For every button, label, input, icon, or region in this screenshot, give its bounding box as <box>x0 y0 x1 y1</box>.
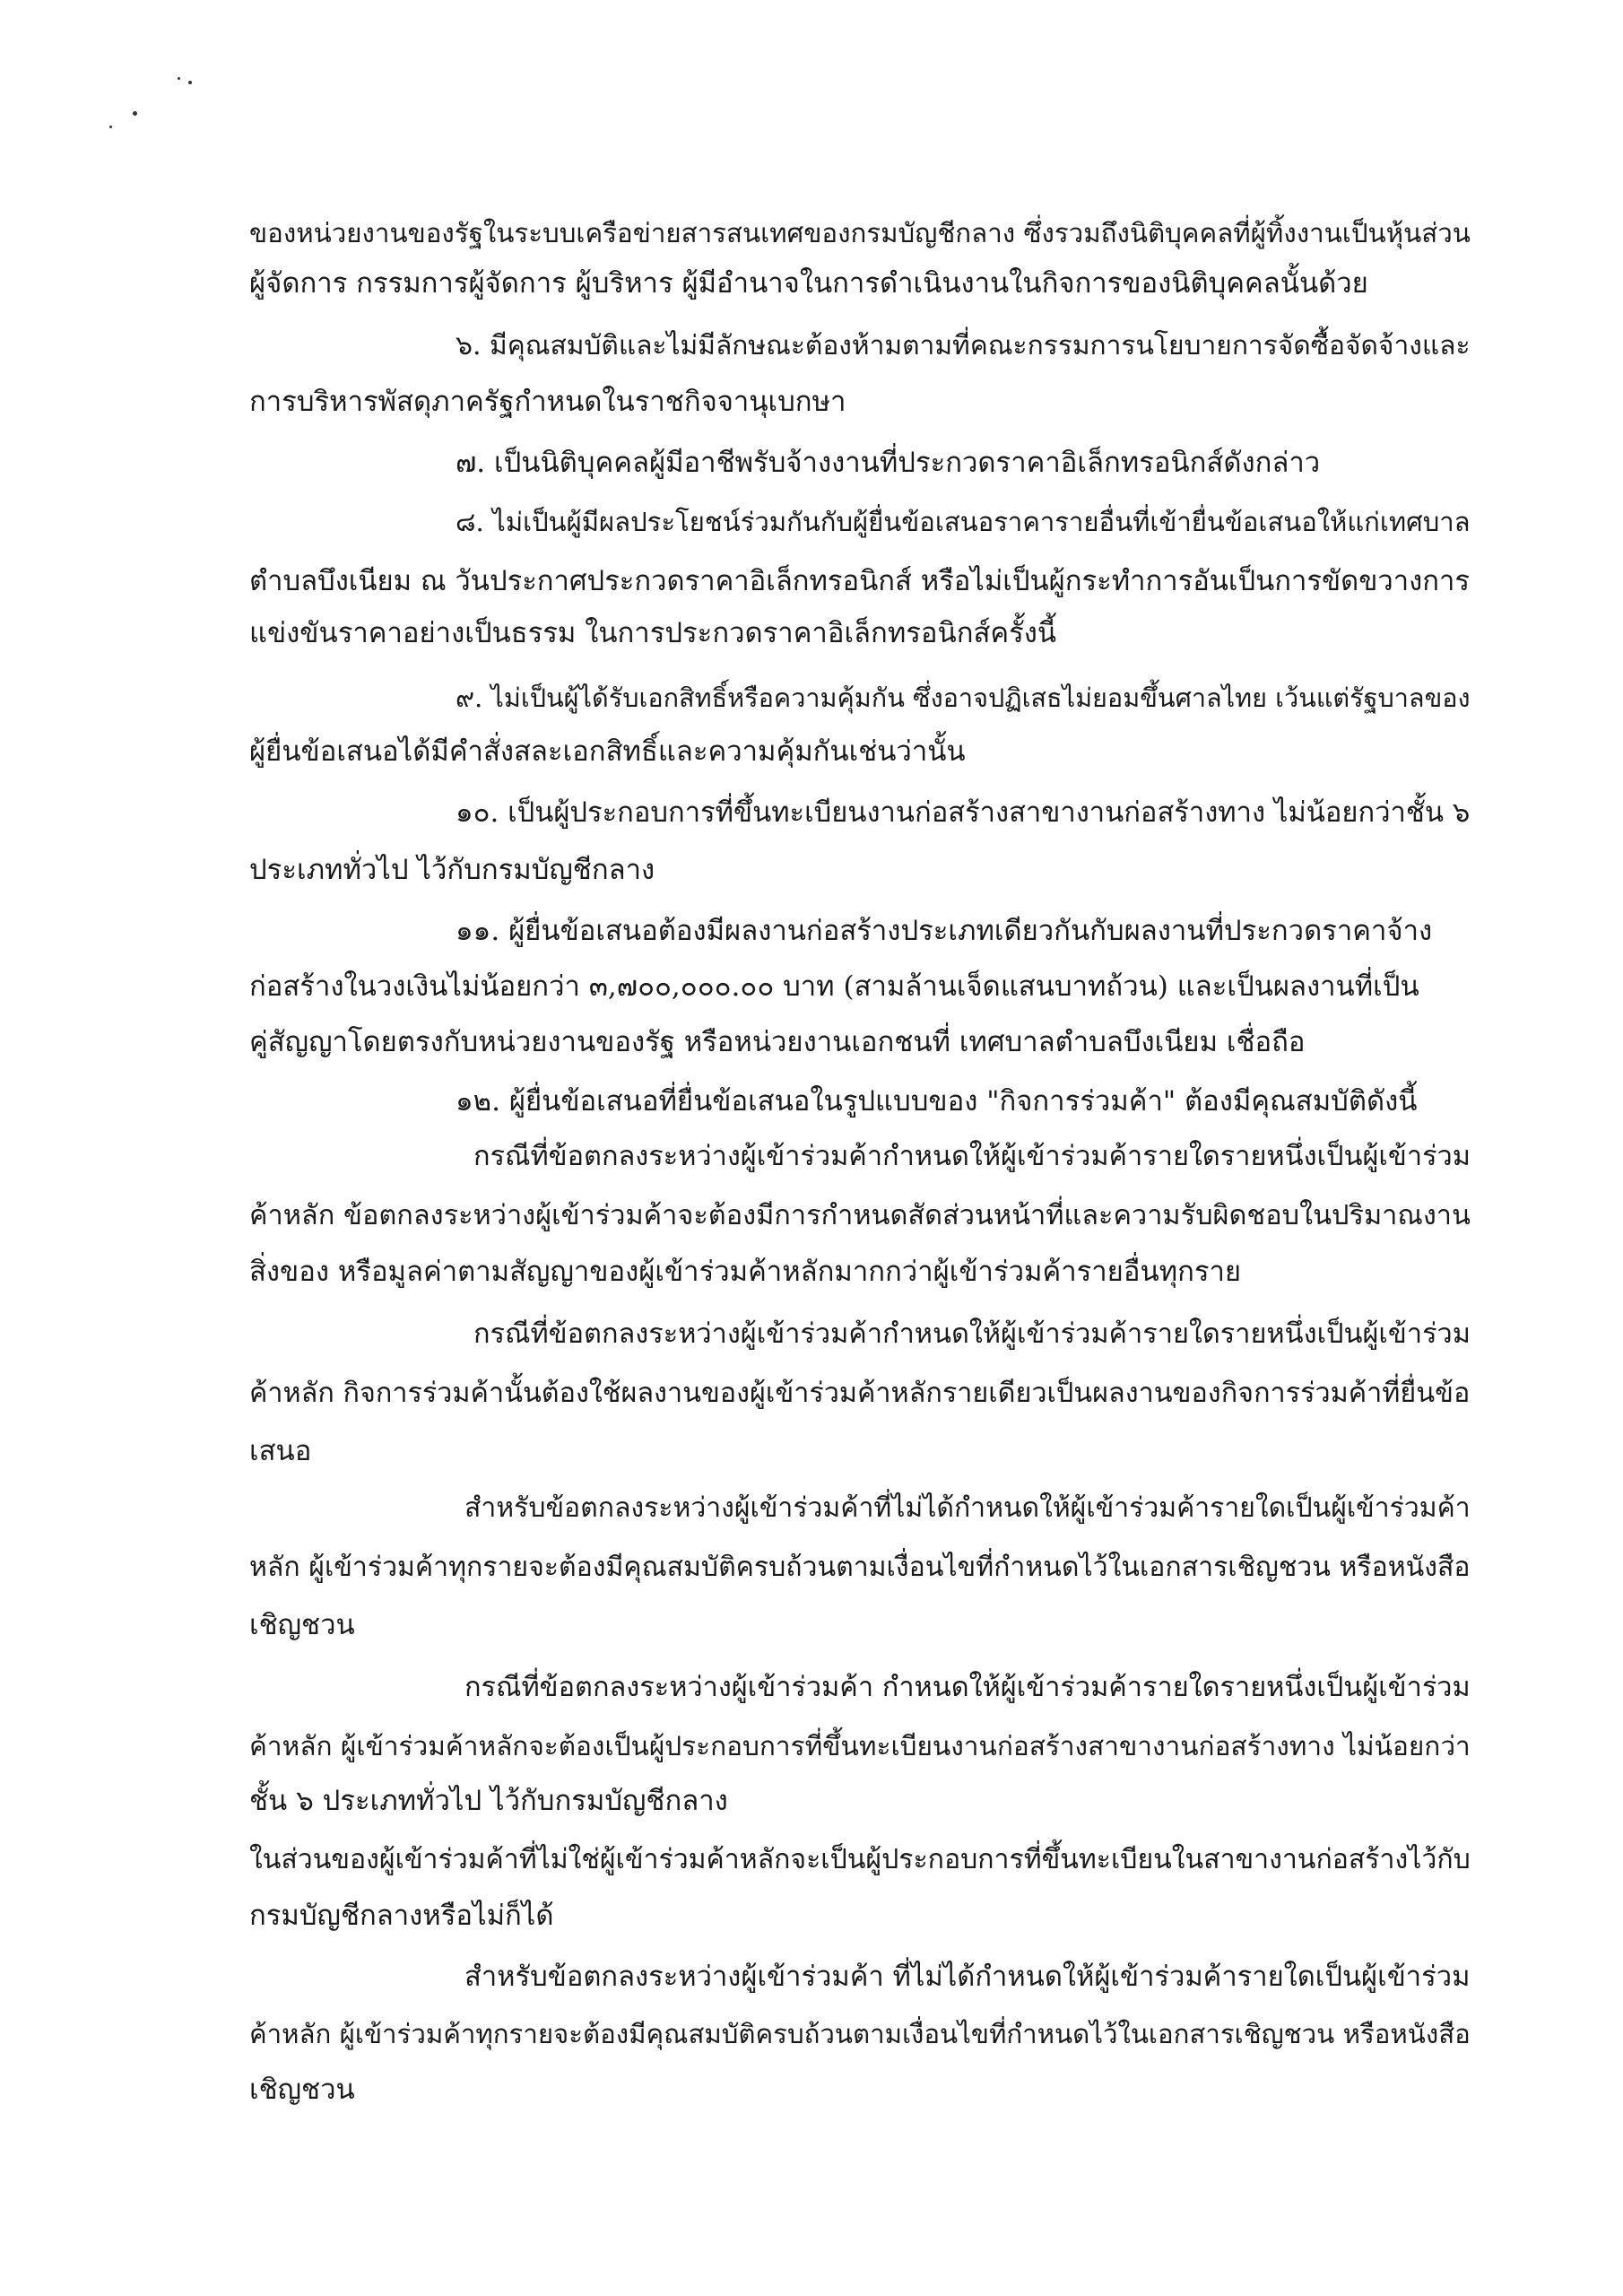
clause-11-line: ๑๑. ผู้ยื่นข้อเสนอต้องมีผลงานก่อสร้างประเภทเดียวกันกับผลงานที่ประกวดราคาจ้าง <box>456 915 1433 947</box>
paragraph-line: การบริหารพัสดุภาครัฐกำหนดในราชกิจจานุเบกษา <box>249 386 846 418</box>
paragraph-line: ค้าหลัก ผู้เข้าร่วมค้าหลักจะต้องเป็นผู้ประกอบการที่ขึ้นทะเบียนงานก่อสร้างสาขางานก่อสร้างทาง ไม่น้อยกว่า <box>249 1731 1471 1762</box>
scan-speck <box>133 111 137 116</box>
paragraph-line: ชั้น ๖ ประเภททั่วไป ไว้กับกรมบัญชีกลาง <box>249 1785 728 1817</box>
paragraph-line: ประเภททั่วไป ไว้กับกรมบัญชีกลาง <box>249 854 655 886</box>
paragraph-line: ในส่วนของผู้เข้าร่วมค้าที่ไม่ใช่ผู้เข้าร่วมค้าหลักจะเป็นผู้ประกอบการที่ขึ้นทะเบียนในสาขางานก่อสร้างไว้กับ <box>249 1844 1471 1875</box>
paragraph-line: ค้าหลัก ข้อตกลงระหว่างผู้เข้าร่วมค้าจะต้องมีการกำหนดสัดส่วนหน้าที่และความรับผิดชอบในปริมาณงาน <box>249 1200 1471 1231</box>
paragraph-line: หลัก ผู้เข้าร่วมค้าทุกรายจะต้องมีคุณสมบัติครบถ้วนตามเงื่อนไขที่กำหนดไว้ในเอกสารเชิญชวน หรือหนังสือ <box>249 1552 1471 1583</box>
paragraph-line: เสนอ <box>249 1435 312 1467</box>
paragraph-line: ผู้ยื่นข้อเสนอได้มีคำสั่งสละเอกสิทธิ์และความคุ้มกันเช่นว่านั้น <box>249 735 966 768</box>
scan-speck <box>188 81 192 84</box>
paragraph-line: สำหรับข้อตกลงระหว่างผู้เข้าร่วมค้าที่ไม่ได้กำหนดให้ผู้เข้าร่วมค้ารายใดเป็นผู้เข้าร่วมค้า <box>464 1492 1471 1524</box>
paragraph-line: ตำบลบึงเนียม ณ วันประกาศประกวดราคาอิเล็กทรอนิกส์ หรือไม่เป็นผู้กระทำการอันเป็นการขัดขวางการ <box>249 565 1470 597</box>
paragraph-line: กรณีที่ข้อตกลงระหว่างผู้เข้าร่วมค้ากำหนดให้ผู้เข้าร่วมค้ารายใดรายหนึ่งเป็นผู้เข้าร่วม <box>473 1318 1471 1350</box>
clause-9-line: ๙. ไม่เป็นผู้ได้รับเอกสิทธิ์หรือความคุ้มกัน ซึ่งอาจปฏิเสธไม่ยอมขึ้นศาลไทย เว้นแต่รัฐบาลของ <box>456 683 1471 713</box>
scan-speck <box>109 126 112 128</box>
paragraph-line: ผู้จัดการ กรรมการผู้จัดการ ผู้บริหาร ผู้มีอำนาจในการดำเนินงานในกิจการของนิติบุคคลนั้นด้วย <box>249 267 1368 300</box>
paragraph-line: ค้าหลัก กิจการร่วมค้านั้นต้องใช้ผลงานของผู้เข้าร่วมค้าหลักรายเดียวเป็นผลงานของกิจการร่วมค้าที่ยื่นข้อ <box>249 1378 1471 1409</box>
paragraph-line: ค้าหลัก ผู้เข้าร่วมค้าทุกรายจะต้องมีคุณสมบัติครบถ้วนตามเงื่อนไขที่กำหนดไว้ในเอกสารเชิญชวน หรือหนังสือ <box>249 2019 1471 2049</box>
clause-12-line: ๑๒. ผู้ยื่นข้อเสนอที่ยื่นข้อเสนอในรูปแบบของ "กิจการร่วมค้า" ต้องมีคุณสมบัติดังนี้ <box>456 1085 1418 1118</box>
scan-speck <box>178 77 180 80</box>
paragraph-line: กรณีที่ข้อตกลงระหว่างผู้เข้าร่วมค้า กำหนดให้ผู้เข้าร่วมค้ารายใดรายหนึ่งเป็นผู้เข้าร่วม <box>464 1672 1471 1703</box>
clause-7-line: ๗. เป็นนิติบุคคลผู้มีอาชีพรับจ้างงานที่ประกวดราคาอิเล็กทรอนิกส์ดังกล่าว <box>456 447 1321 479</box>
paragraph-line: เชิญชวน <box>249 2074 355 2106</box>
paragraph-line: สำหรับข้อตกลงระหว่างผู้เข้าร่วมค้า ที่ไม่ได้กำหนดให้ผู้เข้าร่วมค้ารายใดเป็นผู้เข้าร่วม <box>464 1961 1471 1993</box>
paragraph-line: สิ่งของ หรือมูลค่าตามสัญญาของผู้เข้าร่วมค้าหลักมากกว่าผู้เข้าร่วมค้ารายอื่นทุกราย <box>249 1256 1242 1288</box>
clause-10-line: ๑๐. เป็นผู้ประกอบการที่ขึ้นทะเบียนงานก่อสร้างสาขางานก่อสร้างทาง ไม่น้อยกว่าชั้น ๖ <box>456 796 1471 829</box>
paragraph-line: เชิญชวน <box>249 1609 355 1641</box>
paragraph-line: แข่งขันราคาอย่างเป็นธรรม ในการประกวดราคาอิเล็กทรอนิกส์ครั้งนี้ <box>249 617 1057 649</box>
clause-6-line: ๖. มีคุณสมบัติและไม่มีลักษณะต้องห้ามตามที่คณะกรรมการนโยบายการจัดซื้อจัดจ้างและ <box>456 330 1471 361</box>
paragraph-line: ก่อสร้างในวงเงินไม่น้อยกว่า ๓,๗๐๐,๐๐๐.๐๐ บาท (สามล้านเจ็ดแสนบาทถ้วน) และเป็นผลงานที่เป็น <box>249 970 1419 1003</box>
paragraph-line: คู่สัญญาโดยตรงกับหน่วยงานของรัฐ หรือหน่วยงานเอกชนที่ เทศบาลตำบลบึงเนียม เชื่อถือ <box>249 1026 1306 1058</box>
clause-8-line: ๘. ไม่เป็นผู้มีผลประโยชน์ร่วมกันกับผู้ยื่นข้อเสนอราคารายอื่นที่เข้ายื่นข้อเสนอให้แก่เทศบาล <box>456 507 1471 537</box>
paragraph-line: กรณีที่ข้อตกลงระหว่างผู้เข้าร่วมค้ากำหนดให้ผู้เข้าร่วมค้ารายใดรายหนึ่งเป็นผู้เข้าร่วม <box>473 1141 1471 1172</box>
paragraph-line: ของหน่วยงานของรัฐในระบบเครือข่ายสารสนเทศของกรมบัญชีกลาง ซึ่งรวมถึงนิติบุคคลที่ผู้ทิ้งงานเป็นหุ้นส่วน <box>249 218 1471 248</box>
paragraph-line: กรมบัญชีกลางหรือไม่ก็ได้ <box>249 1900 554 1932</box>
